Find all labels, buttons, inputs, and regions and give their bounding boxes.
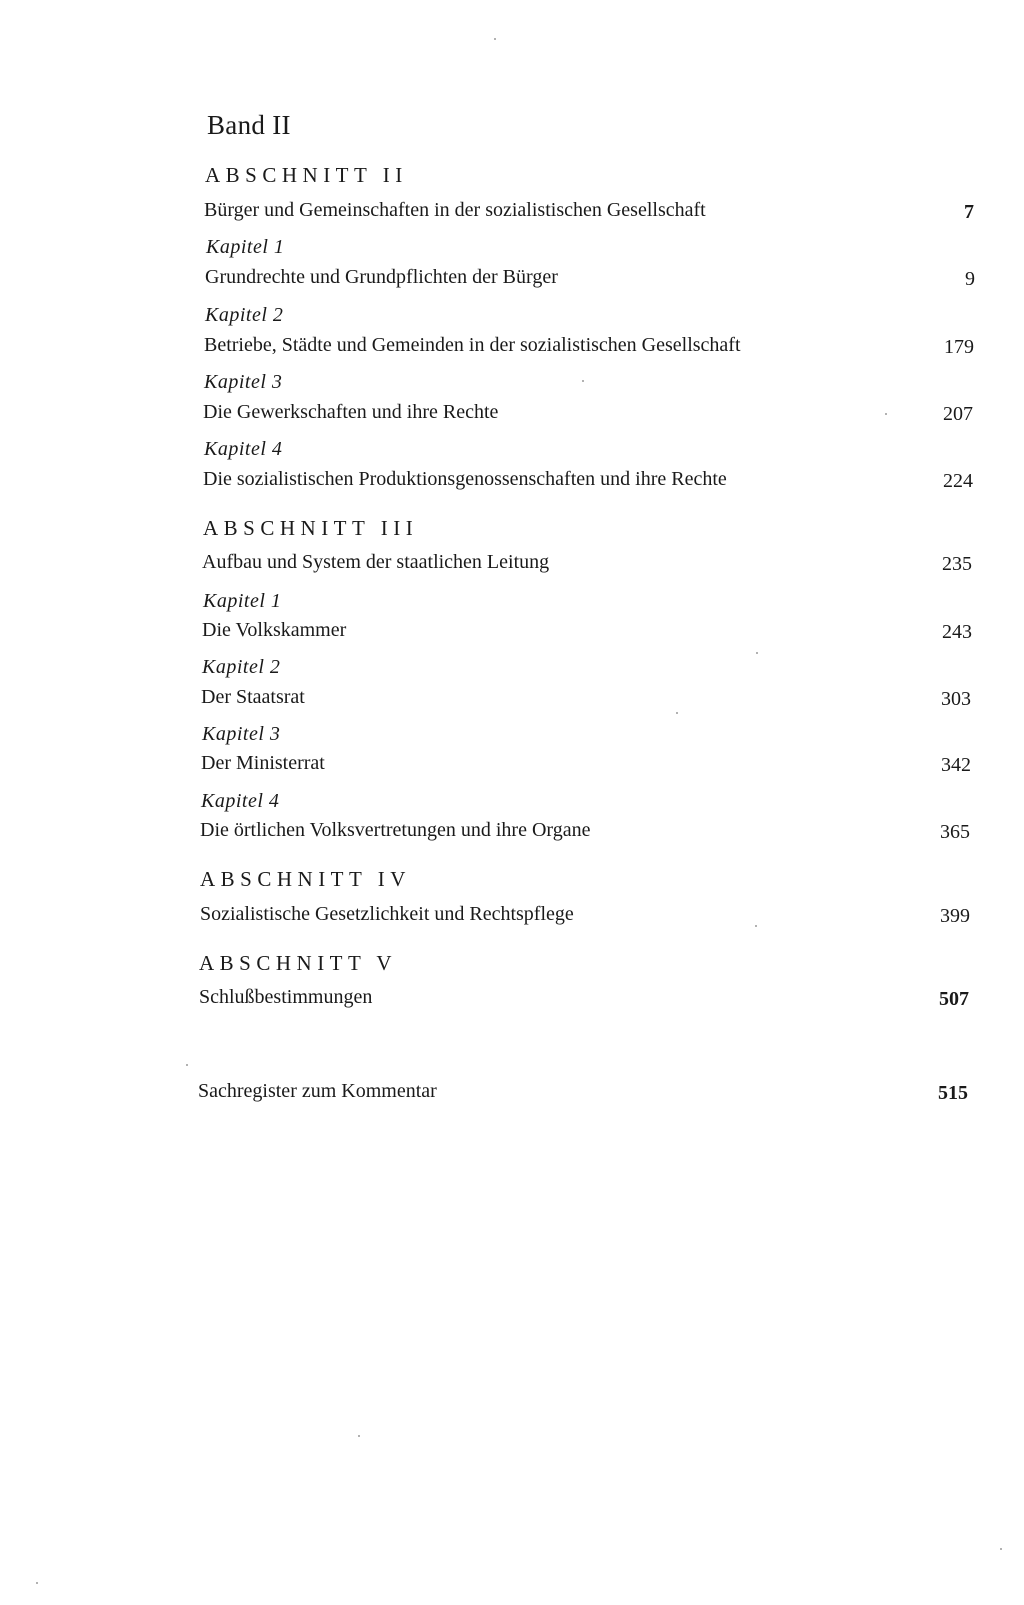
scan-speck — [358, 1435, 360, 1437]
entry-page: 235 — [942, 553, 972, 575]
entry-title: Grundrechte und Grundpflichten der Bürger — [205, 266, 558, 288]
chapter-label: Kapitel 2 — [205, 304, 284, 326]
entry-title: Schlußbestimmungen — [199, 986, 373, 1008]
chapter-label: Kapitel 3 — [202, 723, 281, 745]
chapter-label: Kapitel 1 — [203, 590, 282, 612]
chapter-label: Kapitel 1 — [206, 236, 285, 258]
toc-entry[interactable] — [204, 199, 974, 229]
volume-title: Band II — [207, 110, 291, 140]
scan-speck — [885, 413, 887, 415]
toc-entry[interactable] — [199, 986, 969, 1016]
entry-title: Die sozialistischen Produktionsgenossenschaften und ihre Rechte — [203, 468, 727, 490]
scan-speck — [582, 380, 584, 382]
scan-speck — [756, 652, 758, 654]
entry-title: Der Ministerrat — [201, 752, 325, 774]
chapter-label: Kapitel 3 — [204, 371, 283, 393]
entry-page: 179 — [944, 336, 974, 358]
toc-entry[interactable] — [200, 819, 970, 849]
scan-speck — [676, 712, 678, 714]
scan-speck — [755, 925, 757, 927]
entry-page: 224 — [943, 470, 973, 492]
entry-page: 342 — [941, 754, 971, 776]
toc-entry[interactable] — [201, 752, 971, 782]
scan-speck — [186, 1064, 188, 1066]
entry-title: Die Volkskammer — [202, 619, 347, 641]
section-heading-2: ABSCHNITT II — [205, 163, 408, 187]
toc-entry[interactable] — [202, 619, 972, 649]
toc-entry[interactable] — [200, 903, 970, 933]
toc-entry[interactable] — [203, 468, 973, 498]
toc-entry[interactable] — [204, 334, 974, 364]
section-heading-3: ABSCHNITT III — [203, 516, 419, 540]
section-heading-5: ABSCHNITT V — [199, 951, 397, 975]
entry-page: 243 — [942, 621, 972, 643]
entry-title: Aufbau und System der staatlichen Leitung — [202, 551, 550, 573]
entry-page: 507 — [939, 988, 969, 1010]
entry-page: 515 — [938, 1082, 968, 1104]
chapter-label: Kapitel 4 — [204, 438, 283, 460]
toc-entry-register[interactable] — [198, 1080, 968, 1110]
chapter-label: Kapitel 2 — [202, 656, 281, 678]
scan-speck — [1000, 1548, 1002, 1550]
entry-page: 303 — [941, 688, 971, 710]
section-heading-4: ABSCHNITT IV — [200, 867, 411, 891]
scan-speck — [494, 38, 496, 40]
entry-page: 365 — [940, 821, 970, 843]
entry-title: Die örtlichen Volksvertretungen und ihre Organe — [200, 819, 591, 841]
entry-title: Sachregister zum Kommentar — [198, 1080, 437, 1102]
entry-page: 399 — [940, 905, 970, 927]
toc-entry[interactable] — [202, 551, 972, 581]
chapter-label: Kapitel 4 — [201, 790, 280, 812]
entry-title: Die Gewerkschaften und ihre Rechte — [203, 401, 499, 423]
toc-entry[interactable] — [201, 686, 971, 716]
toc-entry[interactable] — [203, 401, 973, 431]
entry-title: Bürger und Gemeinschaften in der sozialistischen Gesellschaft — [204, 199, 706, 221]
toc-entry[interactable] — [205, 266, 975, 296]
entry-page: 7 — [964, 201, 974, 223]
entry-title: Betriebe, Städte und Gemeinden in der sozialistischen Gesellschaft — [204, 334, 741, 356]
entry-page: 9 — [965, 268, 975, 290]
entry-title: Sozialistische Gesetzlichkeit und Rechtspflege — [200, 903, 574, 925]
scan-speck — [36, 1582, 38, 1584]
entry-page: 207 — [943, 403, 973, 425]
entry-title: Der Staatsrat — [201, 686, 305, 708]
